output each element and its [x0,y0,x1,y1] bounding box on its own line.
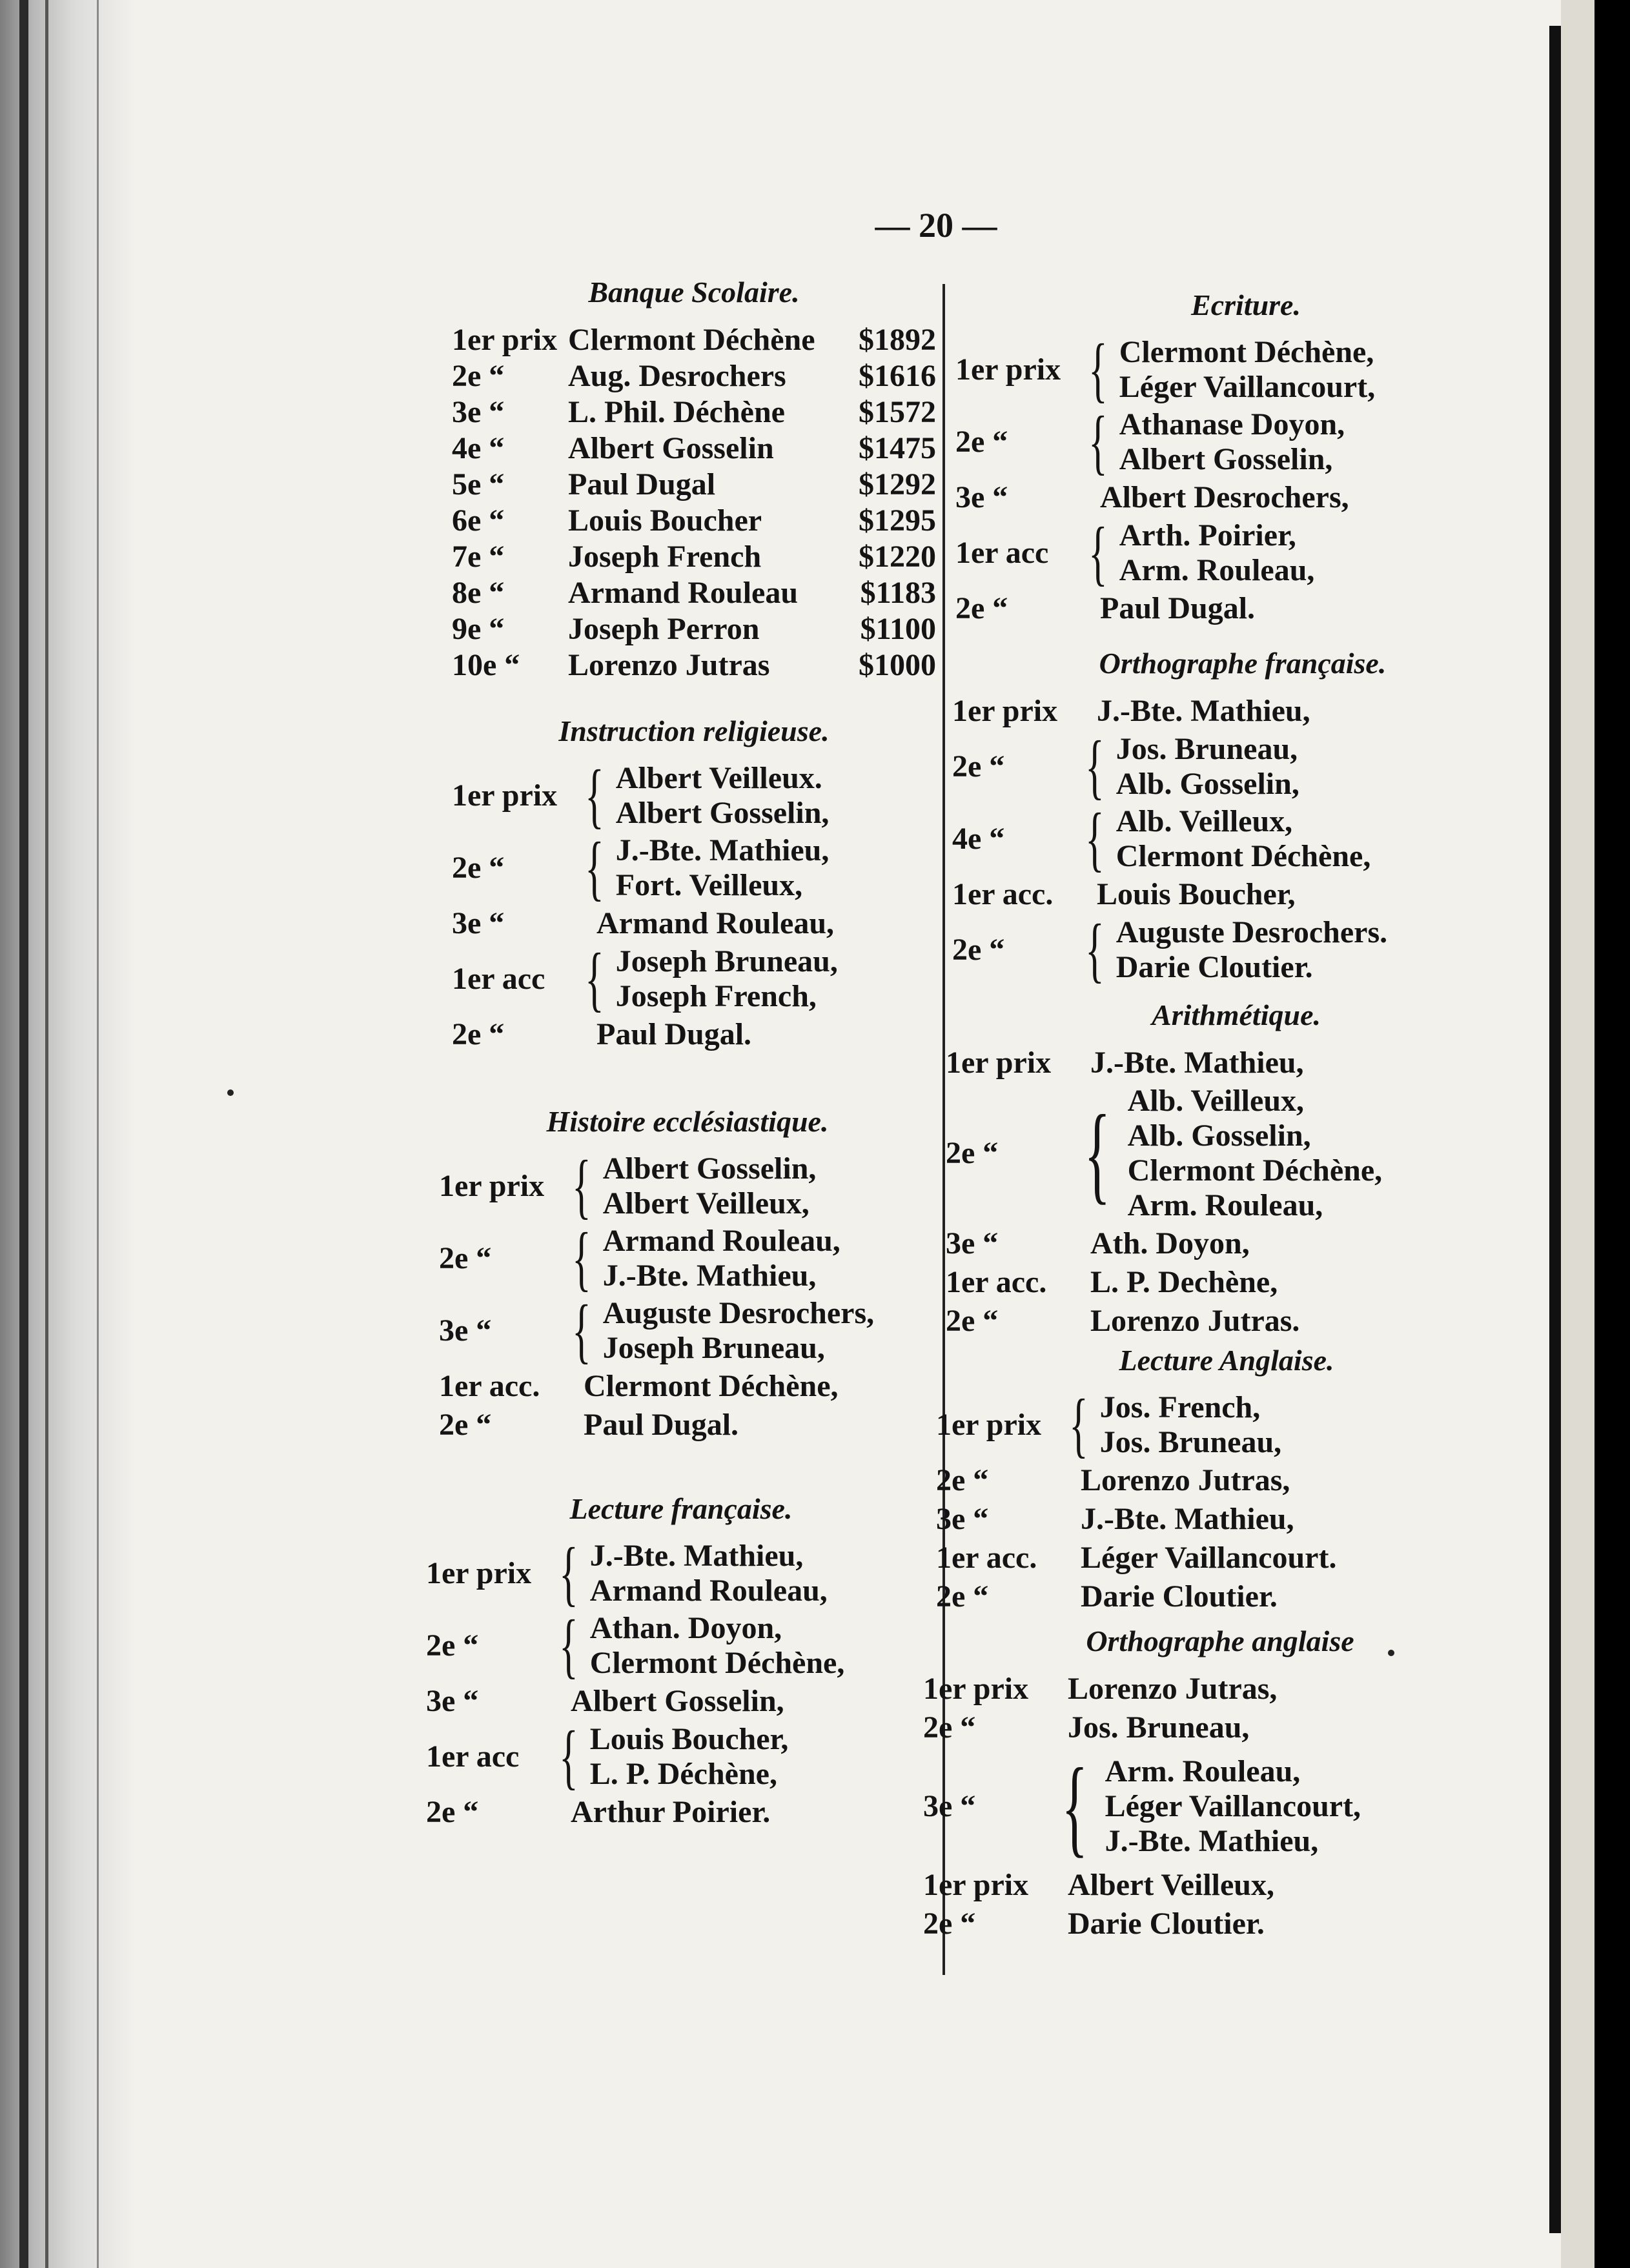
student-name: J.-Bte. Mathieu, [1097,694,1310,728]
prize-group [952,727,1533,807]
name-list [603,1151,817,1221]
ink-speck [227,1089,234,1096]
name-list [1090,1046,1304,1080]
student-name: Paul Dugal. [596,1017,752,1051]
prize-rank: 10e “ [452,648,520,682]
student-name: Joseph French, [615,979,817,1013]
prize-list [923,1671,1517,1942]
prize-amount: $1000 [859,648,936,682]
student-name: Fort. Veilleux, [615,868,803,902]
student-name: Albert Veilleux, [1068,1868,1274,1902]
name-list [1090,1226,1250,1261]
prize-rank: 1er prix [936,1408,1042,1442]
brace-glyph: { [1085,727,1105,807]
name-list [584,1408,739,1443]
brace-glyph: { [1088,513,1108,593]
student-name: Athanase Doyon, [1119,407,1345,441]
name-list [1116,915,1387,985]
prize-rank: 1er prix [952,694,1058,728]
student-name: Arth. Poirier, [1119,518,1296,552]
prize-amount: $1475 [859,431,936,465]
student-name: Clermont Déchène, [1119,335,1374,369]
student-name: Jos. Bruneau, [1099,1425,1282,1459]
name-list [1116,732,1299,802]
prize-rank: 2e “ [936,1579,989,1614]
prize-group [452,906,936,942]
prize-rank: 2e “ [426,1795,479,1829]
prize-rank: 4e “ [452,431,505,465]
brace-glyph: { [585,828,604,908]
prize-rank: 1er prix [439,1169,545,1203]
name-list [603,1224,840,1293]
prize-group [426,1606,936,1686]
student-name: Jos. French, [1099,1390,1261,1424]
brace-glyph: { [559,1606,578,1686]
section-banque-scolaire [452,274,936,683]
student-name: Léger Vaillancourt. [1081,1541,1337,1575]
page-edge-rule [1549,26,1561,2233]
binding-shadow-line [19,0,28,2268]
prize-row [452,647,936,683]
prize-rank: 1er prix [946,1046,1052,1080]
prize-rank: 2e “ [936,1463,989,1497]
student-name: Armand Rouleau, [589,1574,828,1608]
prize-rank: 3e “ [946,1226,999,1261]
student-name: Albert Gosselin, [1119,442,1333,476]
name-list [1116,804,1371,874]
section-histoire-ecclesiastique [439,1104,936,1446]
name-list [590,1722,789,1792]
student-name: Albert Veilleux, [602,1186,810,1220]
prize-rank: 6e “ [452,503,505,538]
name-list [571,1795,770,1830]
prize-rank: 1er acc. [946,1265,1047,1299]
prize-group [439,1407,936,1443]
name-list [1105,1754,1361,1859]
prize-rank: 1er prix [452,778,558,813]
name-list [1100,591,1255,626]
prize-rank: 3e “ [936,1502,989,1536]
student-name: Clermont Déchène, [1127,1153,1383,1188]
prize-list [955,330,1536,627]
student-name: Lorenzo Jutras. [1090,1304,1300,1338]
student-name: Alb. Veilleux, [1127,1084,1305,1118]
prize-rank: 8e “ [452,576,505,610]
student-name: Arm. Rouleau, [1105,1754,1301,1788]
name-list [1068,1868,1274,1903]
student-name: J.-Bte. Mathieu, [602,1259,817,1293]
prize-rank: 2e “ [452,1017,505,1051]
prize-rank: 1er prix [923,1868,1029,1902]
prize-row [452,503,936,539]
prize-group [936,1540,1517,1576]
brace-glyph: { [1069,1385,1088,1465]
name-list [1068,1672,1277,1706]
name-list [596,906,834,941]
prize-group [946,1303,1527,1339]
student-name: Darie Cloutier. [1081,1579,1278,1614]
name-list [1100,1390,1281,1460]
prize-rank: 2e “ [452,851,505,885]
student-name: Paul Dugal. [1100,591,1256,625]
prize-group [936,1463,1517,1499]
section-ecriture [955,287,1536,629]
student-name: Albert Gosselin, [615,796,830,830]
student-name: Armand Rouleau, [602,1224,840,1258]
student-name: Albert Veilleux. [615,761,822,795]
prize-list [952,693,1533,990]
next-page-edge [1561,0,1594,2268]
name-list [1068,1710,1249,1745]
student-name: Clermont Déchène, [589,1646,845,1680]
prize-group [952,876,1533,913]
prize-rank: 3e “ [439,1313,492,1348]
book-binding [0,0,136,2268]
brace-glyph: { [572,1291,591,1371]
name-list [1097,694,1310,729]
prize-rank: 2e “ [439,1408,492,1442]
prize-list [946,1045,1527,1339]
student-name: Athan. Doyon, [589,1611,782,1645]
student-name: Alb. Gosselin, [1116,767,1299,801]
name-list [1128,1084,1383,1223]
section-lecture-anglaise [936,1342,1517,1617]
student-name: Arthur Poirier. [571,1795,771,1829]
prize-rank: 2e “ [946,1304,999,1338]
prize-group [955,513,1536,593]
brace-glyph: { [1084,1093,1111,1214]
student-name: Darie Cloutier. [1116,950,1313,984]
student-name: Armand Rouleau [568,576,799,610]
section-title: Arithmétique. [1152,998,1321,1031]
prize-group [952,799,1533,879]
prize-rank: 1er acc [452,962,545,996]
student-name: Louis Boucher [568,503,762,538]
student-name: L. Phil. Déchène [568,395,785,429]
prize-rank: 1er prix [452,323,558,357]
prize-amount: $1292 [859,467,936,501]
prize-row [452,430,936,467]
section-arithmetique [946,997,1527,1342]
prize-row [452,322,936,358]
prize-list [452,322,936,683]
student-name: Lorenzo Jutras [568,648,770,682]
prize-group [426,1683,936,1719]
prize-rank: 2e “ [426,1628,479,1663]
prize-group [955,591,1536,627]
prize-group [923,1867,1517,1903]
prize-rank: 2e “ [439,1241,492,1275]
prize-group [452,1017,936,1053]
prize-group [923,1671,1517,1707]
prize-rank: 2e “ [952,749,1005,784]
prize-rank: 1er prix [955,352,1061,387]
student-name: Jos. Bruneau, [1068,1710,1250,1745]
brace-glyph: { [585,939,604,1019]
name-list [616,944,838,1014]
section-orthographe-francaise [952,645,1533,990]
prize-group [923,1748,1517,1865]
prize-group [452,756,936,836]
student-name: J.-Bte. Mathieu, [1081,1502,1294,1536]
student-name: Albert Gosselin, [571,1684,784,1718]
prize-amount: $1220 [859,540,936,574]
prize-rank: 2e “ [923,1710,976,1745]
prize-rank: 2e “ [923,1907,976,1941]
prize-rank: 1er acc. [952,877,1054,911]
student-name: Joseph Bruneau, [602,1331,825,1365]
student-name: Léger Vaillancourt, [1105,1789,1361,1823]
prize-list [936,1385,1517,1615]
student-name: Louis Boucher, [1097,877,1296,911]
section-title: Lecture française. [569,1492,793,1525]
student-name: Albert Desrochers, [1100,480,1349,514]
section-title: Banque Scolaire. [588,276,800,309]
name-list [1081,1502,1294,1537]
name-list [1100,480,1349,515]
student-name: Alb. Veilleux, [1116,804,1293,838]
prize-row [452,575,936,611]
student-name: J.-Bte. Mathieu, [1105,1824,1319,1858]
prize-rank: 2e “ [946,1136,999,1170]
brace-glyph: { [572,1219,591,1299]
name-list [603,1296,874,1366]
student-name: Joseph French [568,540,762,574]
student-name: Joseph Perron [568,612,760,646]
prize-group [946,1264,1527,1301]
page-number: — 20 — [875,206,997,245]
prize-rank: 3e “ [452,906,505,940]
student-name: J.-Bte. Mathieu, [615,833,830,867]
prize-rank: 7e “ [452,540,505,574]
prize-group [952,693,1533,729]
student-name: Alb. Gosselin, [1127,1119,1311,1153]
prize-group [426,1534,936,1614]
brace-glyph: { [1088,402,1108,482]
prize-row [452,611,936,647]
prize-rank: 3e “ [426,1684,479,1718]
prize-row [452,358,936,394]
name-list [596,1017,751,1052]
student-name: J.-Bte. Mathieu, [589,1539,804,1573]
name-list [1081,1463,1290,1498]
name-list [590,1539,828,1608]
student-name: L. P. Déchène, [589,1757,777,1791]
prize-group [923,1710,1517,1746]
binding-shadow-line [97,0,99,2268]
prize-list [426,1534,936,1830]
student-name: Auguste Desrochers. [1116,915,1388,949]
prize-amount: $1183 [860,576,936,610]
student-name: Auguste Desrochers, [602,1296,875,1330]
name-list [1119,407,1345,477]
student-name: Jos. Bruneau, [1116,732,1298,766]
name-list [1119,518,1315,588]
name-list [584,1369,839,1404]
prize-row [452,539,936,575]
prize-rank: 1er acc. [439,1369,540,1403]
student-name: Lorenzo Jutras, [1068,1672,1278,1706]
name-list [616,833,830,903]
prize-rank: 3e “ [452,395,505,429]
prize-group [426,1717,936,1797]
prize-rank: 2e “ [452,359,505,393]
prize-group [936,1579,1517,1615]
prize-group [936,1501,1517,1537]
prize-group [439,1368,936,1404]
name-list [1090,1265,1278,1300]
section-orthographe-anglaise [923,1623,1517,1945]
prize-rank: 1er acc [955,536,1049,570]
ink-speck [1388,1650,1394,1656]
brace-glyph: { [1061,1746,1088,1867]
student-name: J.-Bte. Mathieu, [1090,1046,1304,1080]
prize-group [946,1084,1527,1223]
name-list [590,1611,845,1681]
brace-glyph: { [1085,910,1105,990]
prize-group [946,1226,1527,1262]
brace-glyph: { [559,1717,578,1797]
student-name: Ath. Doyon, [1090,1226,1250,1261]
prize-list [439,1146,936,1443]
section-title: Lecture Anglaise. [1119,1344,1334,1377]
student-name: Clermont Déchène [568,323,815,357]
student-name: Arm. Rouleau, [1119,553,1315,587]
prize-rank: 1er prix [426,1556,532,1590]
name-list [1081,1579,1278,1614]
prize-group [426,1794,936,1830]
section-title: Histoire ecclésiastique. [546,1105,829,1138]
brace-glyph: { [1088,330,1108,410]
prize-rank: 4e “ [952,822,1005,856]
student-name: Lorenzo Jutras, [1081,1463,1290,1497]
student-name: Albert Gosselin [568,431,774,465]
prize-rank: 2e “ [952,933,1005,967]
brace-glyph: { [585,756,604,836]
name-list [1090,1304,1299,1339]
section-title: Instruction religieuse. [558,714,830,747]
name-list [616,761,830,831]
prize-rank: 2e “ [955,425,1008,459]
student-name: Armand Rouleau, [596,906,835,940]
prize-group [439,1219,936,1299]
prize-group [955,402,1536,482]
student-name: Louis Boucher, [589,1722,789,1756]
prize-amount: $1295 [859,503,936,538]
student-name: L. P. Dechène, [1090,1265,1278,1299]
prize-amount: $1572 [859,395,936,429]
prize-group [946,1045,1527,1081]
brace-glyph: { [1085,799,1105,879]
prize-group [439,1146,936,1226]
name-list [1081,1541,1336,1575]
name-list [571,1684,784,1719]
name-list [1068,1907,1265,1941]
student-name: Paul Dugal [568,467,716,501]
prize-rank: 3e “ [955,480,1008,514]
section-title: Ecriture. [1191,289,1301,321]
prize-rank: 9e “ [452,612,505,646]
section-title: Orthographe anglaise [1086,1625,1354,1657]
binding-shadow-line [45,0,48,2268]
section-instruction-religieuse [452,713,936,1055]
prize-rank: 1er acc. [936,1541,1037,1575]
prize-group [955,480,1536,516]
prize-rank: 5e “ [452,467,505,501]
prize-amount: $1616 [859,359,936,393]
prize-rank: 3e “ [923,1789,976,1823]
prize-rank: 2e “ [955,591,1008,625]
prize-amount: $1892 [859,323,936,357]
student-name: Joseph Bruneau, [615,944,838,978]
prize-rank: 1er prix [923,1672,1029,1706]
section-lecture-francaise [426,1491,936,1833]
student-name: Léger Vaillancourt, [1119,370,1376,404]
prize-row [452,394,936,430]
prize-group [452,939,936,1019]
prize-group [439,1291,936,1371]
student-name: Albert Gosselin, [602,1151,817,1186]
name-list [1097,877,1296,912]
section-title: Orthographe française. [1099,647,1387,680]
prize-group [923,1906,1517,1942]
prize-list [452,756,936,1053]
name-list [1119,335,1375,405]
student-name: Aug. Desrochers [568,359,786,393]
prize-amount: $1100 [860,612,936,646]
brace-glyph: { [559,1534,578,1614]
prize-group [936,1385,1517,1465]
prize-group [955,330,1536,410]
brace-glyph: { [572,1146,591,1226]
student-name: Clermont Déchène, [584,1369,839,1403]
prize-group [952,910,1533,990]
student-name: Paul Dugal. [584,1408,739,1442]
prize-row [452,467,936,503]
prize-group [452,828,936,908]
prize-rank: 1er acc [426,1739,520,1774]
student-name: Arm. Rouleau, [1127,1188,1323,1222]
student-name: Clermont Déchène, [1116,839,1371,873]
student-name: Darie Cloutier. [1068,1907,1265,1941]
